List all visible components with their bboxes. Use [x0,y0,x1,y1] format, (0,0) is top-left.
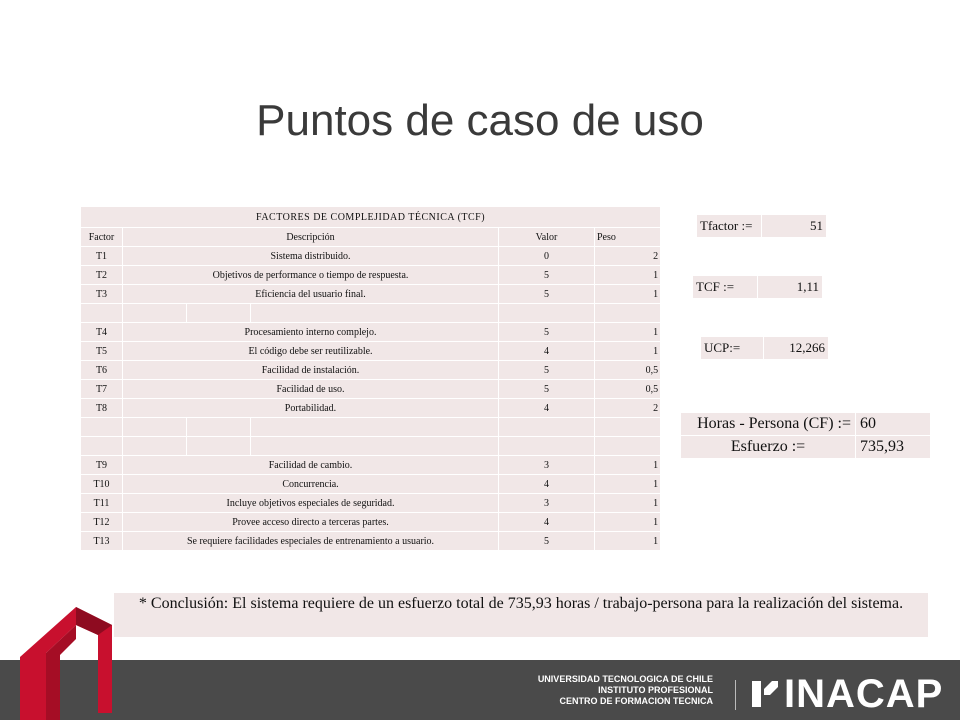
tcf-label: TCF := [693,276,758,299]
cell-factor: T6 [81,361,123,380]
table-row [81,342,661,361]
footer-divider [735,680,736,710]
cell-peso: 1 [595,513,661,532]
table-row [81,361,661,380]
tfactor-value: 51 [762,215,827,238]
inacap-red-logo [16,595,126,720]
cell-valor: 3 [499,456,595,475]
cell-factor: T11 [81,494,123,513]
esfuerzo-value: 735,93 [856,436,931,459]
cell-descripcion: Facilidad de cambio. [123,456,499,475]
effort-box [680,412,931,459]
cell-valor: 5 [499,266,595,285]
cell-peso: 1 [595,475,661,494]
slide-title: Puntos de caso de uso [256,96,704,145]
inacap-mark-icon [752,681,778,707]
cell-peso: 1 [595,532,661,551]
cell-descripcion: Se requiere facilidades especiales de entrenamiento a usuario. [123,532,499,551]
cell-factor: T8 [81,399,123,418]
tcf-value: 1,11 [758,276,823,299]
blank-row [81,418,661,437]
institution-line-3: CENTRO DE FORMACION TECNICA [559,696,713,706]
table-row [81,513,661,532]
cell-factor: T1 [81,247,123,266]
tcf-table [80,206,661,551]
cell-descripcion: Facilidad de uso. [123,380,499,399]
cell-factor: T5 [81,342,123,361]
cell-factor: T10 [81,475,123,494]
ucp-box [700,336,829,360]
cell-descripcion: Facilidad de instalación. [123,361,499,380]
table-row [81,380,661,399]
cell-peso: 0,5 [595,361,661,380]
table-row [81,323,661,342]
blank-row [81,304,661,323]
table-row [81,494,661,513]
cell-descripcion: Portabilidad. [123,399,499,418]
cell-descripcion: Sistema distribuido. [123,247,499,266]
ucp-value: 12,266 [764,337,829,360]
cell-factor: T4 [81,323,123,342]
horas-label: Horas - Persona (CF) := [681,413,856,436]
cell-peso: 1 [595,456,661,475]
horas-value: 60 [856,413,931,436]
esfuerzo-label: Esfuerzo := [681,436,856,459]
institution-line-1: UNIVERSIDAD TECNOLOGICA DE CHILE [537,674,713,684]
table-row [81,285,661,304]
conclusion-text: * Conclusión: El sistema requiere de un esfuerzo total de 735,93 horas / trabajo-persona para la realización del sistema. [114,593,928,637]
cell-peso: 1 [595,342,661,361]
cell-descripcion: Objetivos de performance o tiempo de respuesta. [123,266,499,285]
header-valor: Valor [499,228,595,247]
table-row [81,532,661,551]
header-descripcion: Descripción [123,228,499,247]
cell-valor: 5 [499,285,595,304]
cell-factor: T3 [81,285,123,304]
cell-factor: T2 [81,266,123,285]
cell-valor: 3 [499,494,595,513]
cell-valor: 5 [499,361,595,380]
cell-valor: 0 [499,247,595,266]
institution-lines [528,674,713,707]
cell-peso: 0,5 [595,380,661,399]
cell-descripcion: El código debe ser reutilizable. [123,342,499,361]
table-row [81,475,661,494]
blank-row [81,437,661,456]
cell-descripcion: Procesamiento interno complejo. [123,323,499,342]
cell-descripcion: Concurrencia. [123,475,499,494]
cell-valor: 4 [499,399,595,418]
tfactor-box [696,214,827,238]
table-row [81,456,661,475]
cell-valor: 4 [499,513,595,532]
cell-peso: 2 [595,399,661,418]
cell-peso: 2 [595,247,661,266]
tfactor-label: Tfactor := [697,215,762,238]
cell-factor: T12 [81,513,123,532]
cell-peso: 1 [595,285,661,304]
institution-line-2: INSTITUTO PROFESIONAL [598,685,713,695]
cell-descripcion: Eficiencia del usuario final. [123,285,499,304]
header-peso: Peso [595,228,661,247]
inacap-wordmark: INACAP [784,672,944,716]
cell-factor: T7 [81,380,123,399]
cell-descripcion: Provee acceso directo a terceras partes. [123,513,499,532]
cell-valor: 5 [499,532,595,551]
cell-descripcion: Incluye objetivos especiales de seguridad. [123,494,499,513]
cell-valor: 4 [499,475,595,494]
cell-valor: 4 [499,342,595,361]
cell-factor: T9 [81,456,123,475]
cell-peso: 1 [595,494,661,513]
cell-factor: T13 [81,532,123,551]
header-factor: Factor [81,228,123,247]
ucp-label: UCP:= [701,337,764,360]
tcf-box [692,275,823,299]
cell-valor: 5 [499,380,595,399]
table-row [81,247,661,266]
cell-valor: 5 [499,323,595,342]
table-row [81,266,661,285]
table-caption: FACTORES DE COMPLEJIDAD TÉCNICA (TCF) [81,207,661,228]
cell-peso: 1 [595,266,661,285]
cell-peso: 1 [595,323,661,342]
table-row [81,399,661,418]
